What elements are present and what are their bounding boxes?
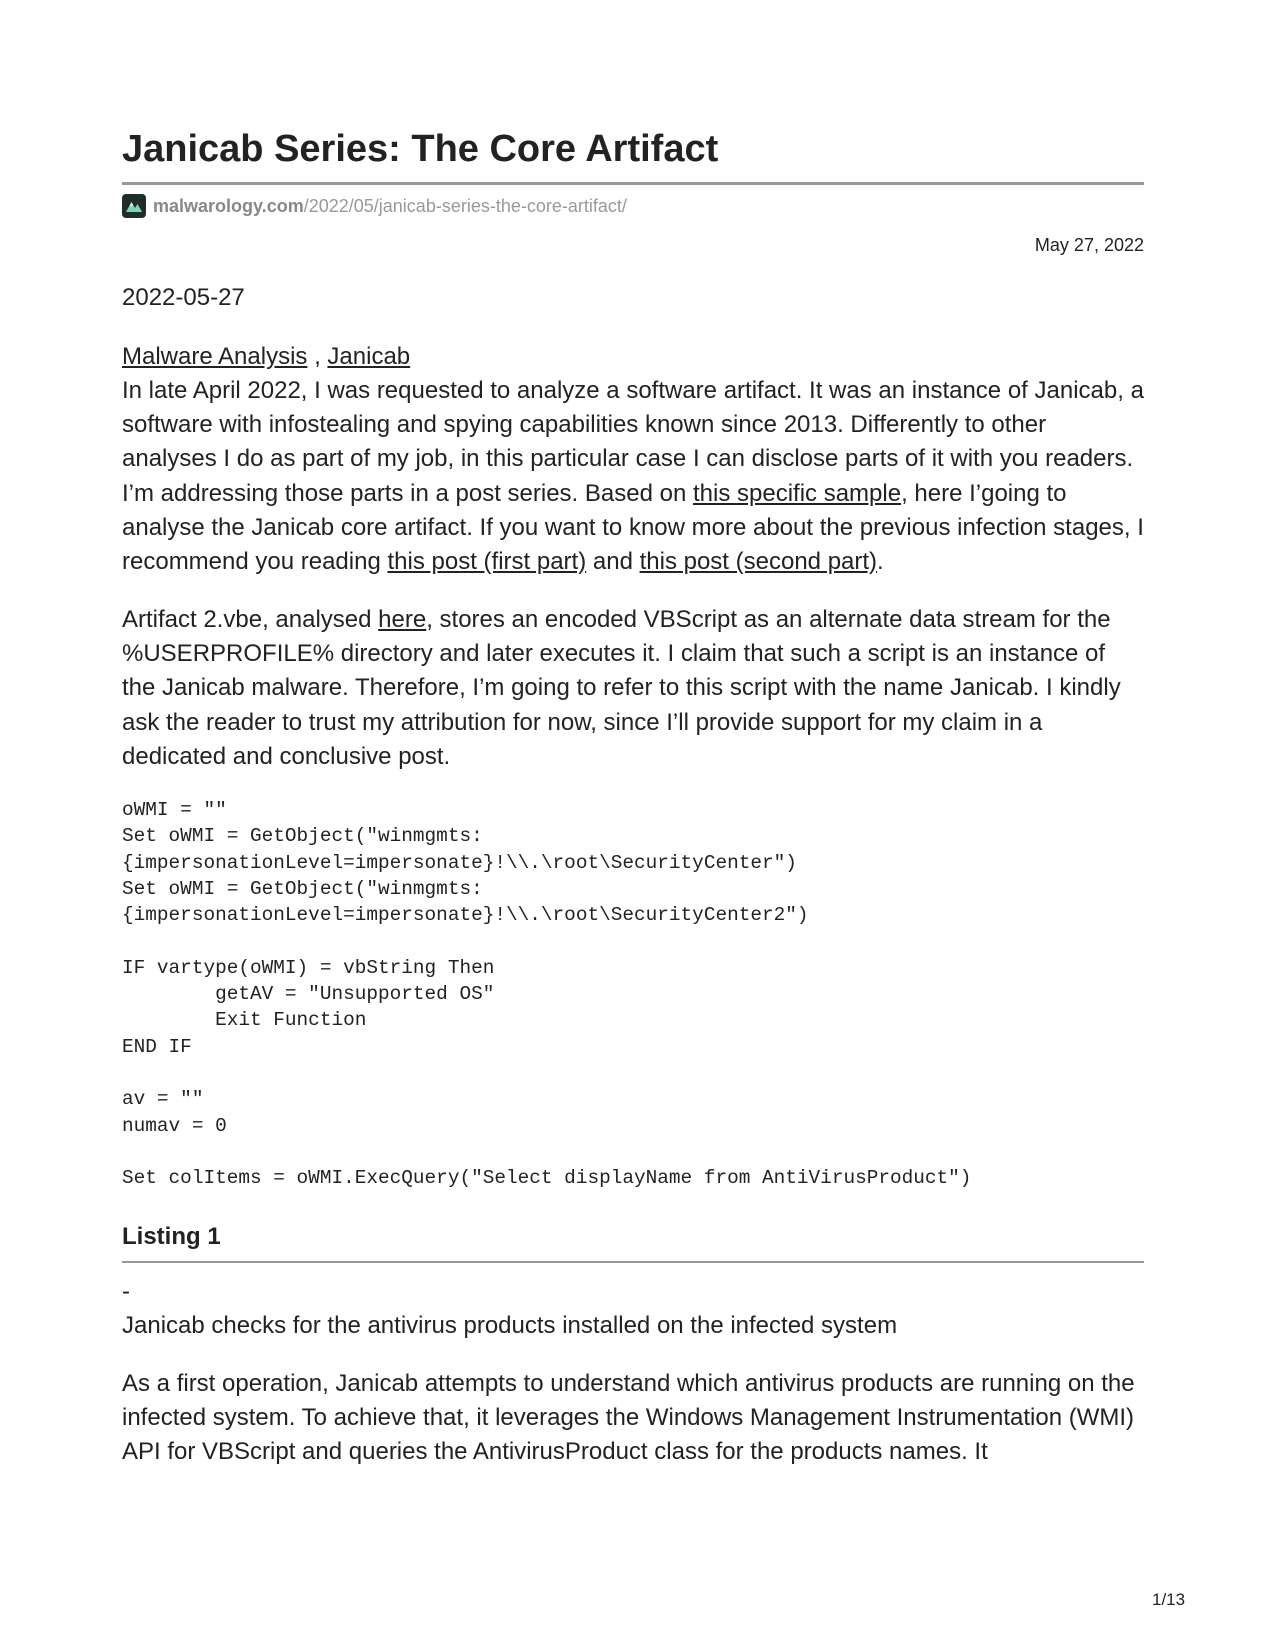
artifact-paragraph [122,603,1144,774]
page-number: 1/13 [1152,1590,1186,1609]
intro-text-2: , here I’going to analyse the Janicab core artifact. If you want to know more about the previous infection stages, I recommend you reading [122,479,1144,576]
listing-title: Listing 1 [122,1223,221,1250]
code-listing: oWMI = "" Set oWMI = GetObject("winmgmts: {impersonationLevel=impersonate}!\\.\root\SecurityCenter") Set oWMI = GetObject("winmgmts: {impersonationLevel=impersonate}!\\.\root\SecurityCenter2") IF vartype(oWMI) = vbString Then getAV = "Unsupported OS" Exit Function END IF av = "" numav = 0 Set colItems = oWMI.ExecQuery("Select displayName from AntiVirusProduct") [122,799,972,1190]
sample-link[interactable]: this specific sample [692,479,902,507]
wmi-paragraph: As a first operation, Janicab attempts to understand which antivirus products are running on the infected system. To achieve that, it leverages the Windows Management Instrumentation (WMI) API for VBScript and queries the AntivirusProduct class for the products names. It [122,1370,1135,1466]
intro-text-4: . [877,548,884,576]
category-separator: , [307,343,328,370]
intro-text-3: and [586,548,640,576]
listing-divider [122,1261,1144,1263]
first-part-link[interactable]: this post (first part) [387,548,587,576]
title-divider [122,182,1144,185]
intro-text-1: In late April 2022, I was requested to analyze a software artifact. It was an instance of Janicab, a software with infostealing and spying capabilities known since 2013. Differently to other analyses I do as part of my job, in this particular case I can disclose parts of it with you readers. I’m addressing those parts in a post series. Based on [122,377,1144,507]
artifact-text-2: , stores an encoded VBScript as an alternate data stream for the %USERPROFILE% directory and later executes it. I claim that such a script is an instance of the Janicab malware. Therefore, I’m going to refer to this script with the name Janicab. I kindly ask the reader to trust my attribution for now, since I’ll provide support for my claim in a dedicated and conclusive post. [122,606,1121,770]
listing-caption: Janicab checks for the antivirus products installed on the infected system [122,1312,898,1339]
published-date: May 27, 2022 [1034,235,1144,255]
category-links [122,340,410,374]
category-link-janicab[interactable]: Janicab [327,343,411,370]
second-part-link[interactable]: this post (second part) [639,548,878,576]
source-url[interactable] [122,193,627,219]
source-domain: malwarology.com [153,195,304,216]
page-title: Janicab Series: The Core Artifact [122,128,719,170]
intro-paragraph [122,374,1144,579]
source-path: /2022/05/janicab-series-the-core-artifact/ [303,195,627,216]
artifact-text-1: Artifact 2.vbe, analysed [122,606,379,633]
category-link-malware-analysis[interactable]: Malware Analysis [122,343,308,370]
here-link[interactable]: here [378,606,427,633]
post-date: 2022-05-27 [122,284,245,311]
listing-dash: - [122,1278,130,1305]
malwarology-logo-icon [122,194,146,218]
